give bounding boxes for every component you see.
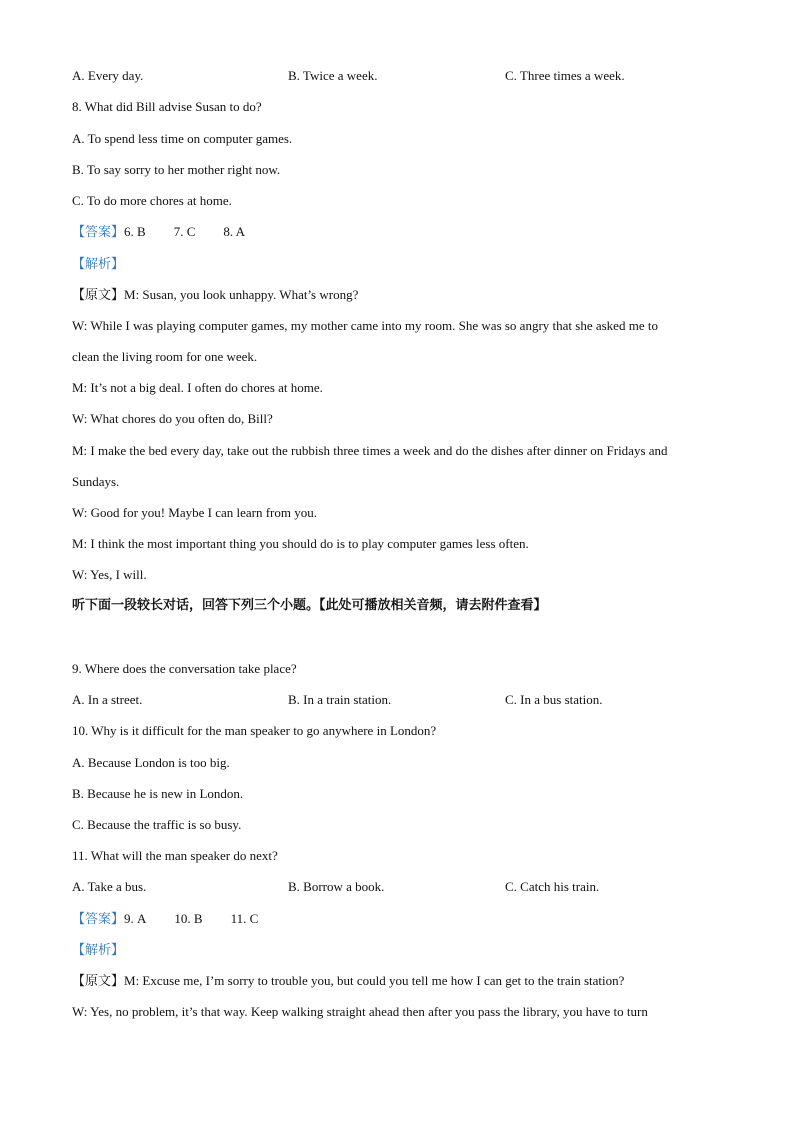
- transcript-line: W: Yes, I will.: [72, 567, 147, 582]
- answer-item: 10. B: [174, 911, 203, 926]
- q9-option-a: A. In a street.: [72, 692, 143, 707]
- transcript-label: 【原文】: [72, 973, 125, 988]
- listening-instruction: 听下面一段较长对话，回答下列三个小题。【此处可播放相关音频，请去附件查看】: [72, 598, 547, 613]
- transcript-line: W: While I was playing computer games, my mother came into my room. She was so angry that she asked me to: [72, 318, 658, 333]
- transcript-line: clean the living room for one week.: [72, 349, 258, 364]
- answer-label: 【答案】: [72, 911, 125, 926]
- transcript-line: M: I make the bed every day, take out the rubbish three times a week and do the dishes after dinner on Fridays and: [72, 443, 668, 458]
- q9-question: 9. Where does the conversation take place?: [72, 661, 297, 676]
- analysis-label-1: 【解析】: [72, 256, 125, 271]
- transcript-line: Sundays.: [72, 474, 120, 489]
- answer-item: 11. C: [230, 911, 259, 926]
- q8-option-b: B. To say sorry to her mother right now.: [72, 162, 281, 177]
- answer-item: 7. C: [173, 224, 196, 239]
- analysis-label-2: 【解析】: [72, 942, 125, 957]
- q8-option-a: A. To spend less time on computer games.: [72, 131, 293, 146]
- answer-item: 8. A: [223, 224, 246, 239]
- q8-question: 8. What did Bill advise Susan to do?: [72, 99, 262, 114]
- answer-item: 9. A: [124, 911, 147, 926]
- answer-item: 6. B: [124, 224, 146, 239]
- transcript-label: 【原文】: [72, 287, 125, 302]
- q11-option-c: C. Catch his train.: [505, 879, 600, 894]
- q7-option-a: A. Every day.: [72, 68, 144, 83]
- q7-option-b: B. Twice a week.: [288, 68, 378, 83]
- q10-option-a: A. Because London is too big.: [72, 755, 230, 770]
- transcript-line: W: What chores do you often do, Bill?: [72, 411, 273, 426]
- transcript-line: 【原文】M: Susan, you look unhappy. What’s wrong?: [72, 287, 359, 302]
- transcript-line: M: It’s not a big deal. I often do chores at home.: [72, 380, 323, 395]
- q11-option-b: B. Borrow a book.: [288, 879, 385, 894]
- q10-option-b: B. Because he is new in London.: [72, 786, 244, 801]
- q8-option-c: C. To do more chores at home.: [72, 193, 232, 208]
- answer-line-2: [72, 911, 258, 927]
- q11-question: 11. What will the man speaker do next?: [72, 848, 278, 863]
- answer-label: 【答案】: [72, 224, 125, 239]
- q11-option-a: A. Take a bus.: [72, 879, 147, 894]
- q10-option-c: C. Because the traffic is so busy.: [72, 817, 242, 832]
- q9-option-b: B. In a train station.: [288, 692, 392, 707]
- transcript-line: W: Good for you! Maybe I can learn from you.: [72, 505, 317, 520]
- q9-option-c: C. In a bus station.: [505, 692, 603, 707]
- q7-option-c: C. Three times a week.: [505, 68, 625, 83]
- transcript-line: 【原文】M: Excuse me, I’m sorry to trouble you, but could you tell me how I can get to the train station?: [72, 973, 625, 988]
- transcript-line: M: I think the most important thing you should do is to play computer games less often.: [72, 536, 529, 551]
- answer-line-1: [72, 224, 245, 240]
- q10-question: 10. Why is it difficult for the man speaker to go anywhere in London?: [72, 723, 437, 738]
- transcript-line: W: Yes, no problem, it’s that way. Keep walking straight ahead then after you pass the library, you have to turn: [72, 1004, 648, 1019]
